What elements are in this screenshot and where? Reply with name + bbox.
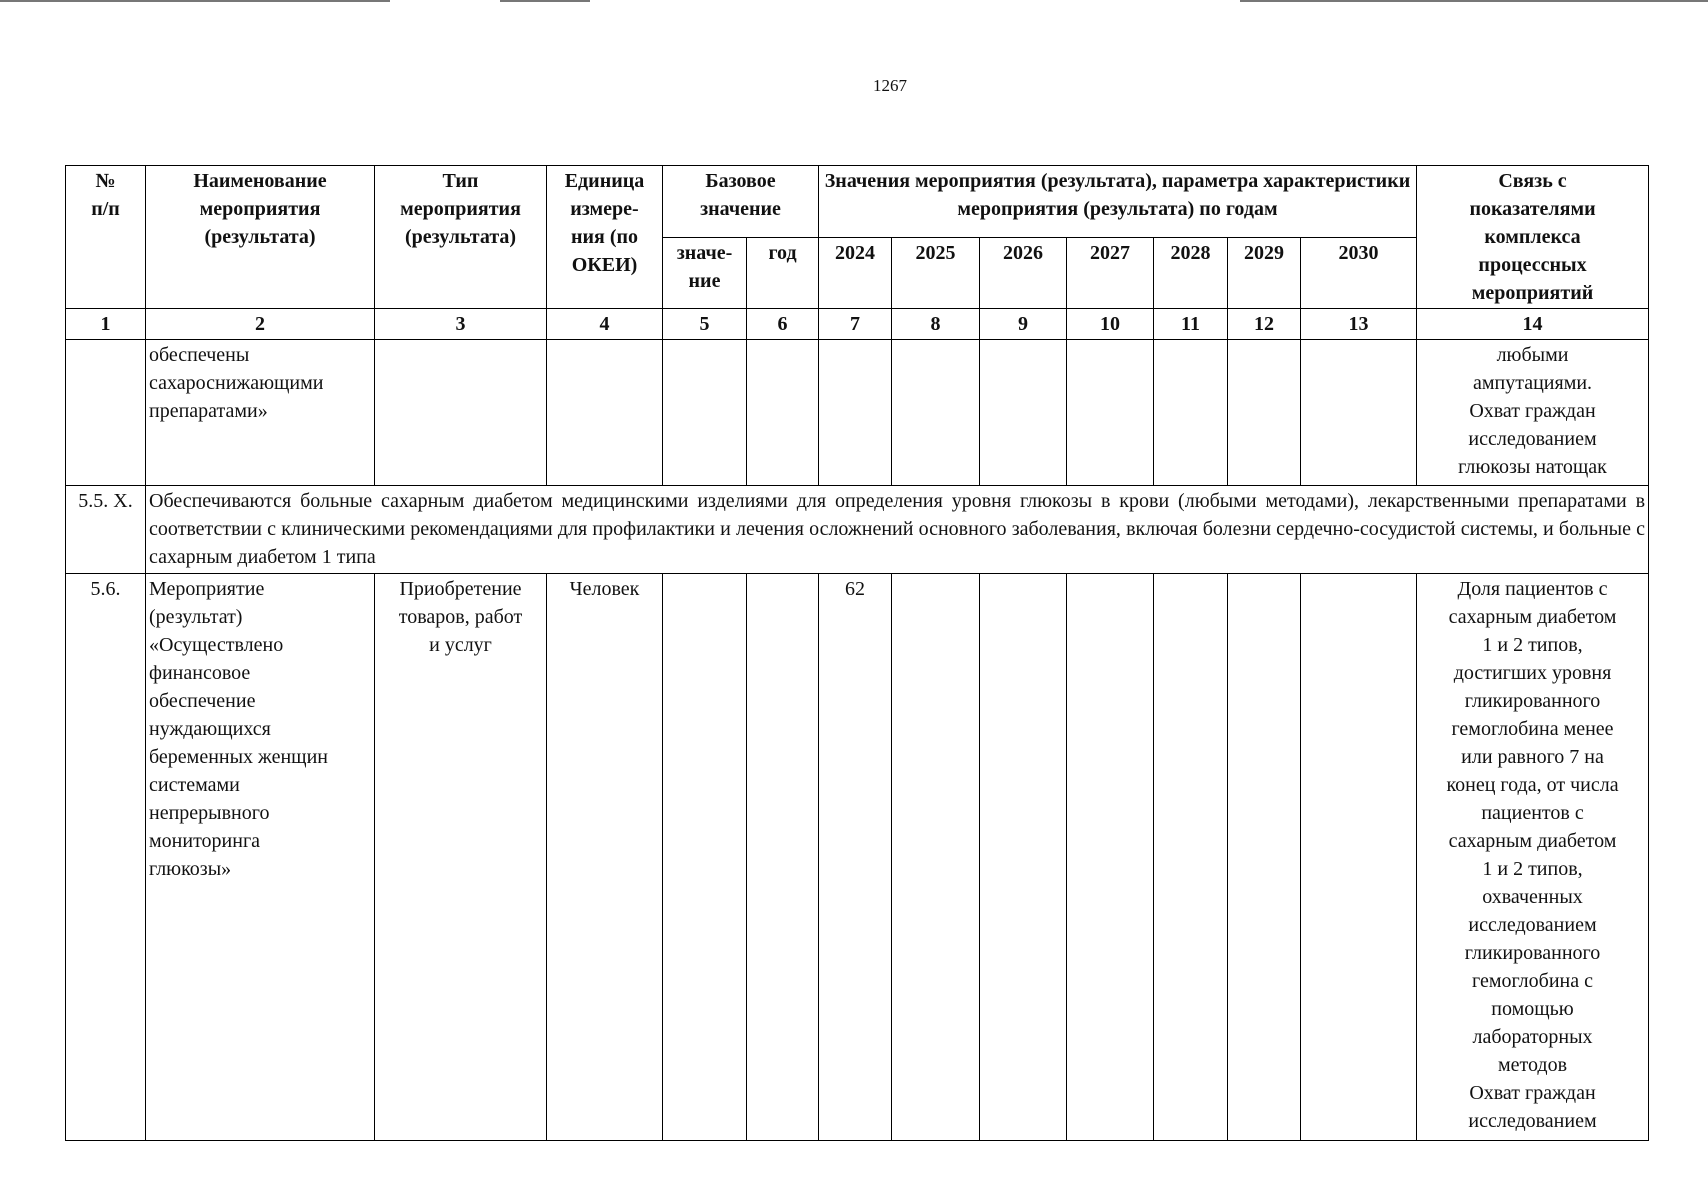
table-cell <box>66 340 146 486</box>
table-cell <box>1067 340 1154 486</box>
page-number: 1267 <box>873 76 907 95</box>
section-text: Обеспечиваются больные сахарным диабетом медицинскими изделиями для определения уровня глюкозы в крови (любыми методами), лекарственными препаратами в соответствии с клиническими рекомендациями для профилактики и лечения осложнений основного заболевания, включая болезни сердечно-сосудистой системы, и больные с сахарным диабетом 1 типа <box>146 486 1649 574</box>
table-cell <box>1154 340 1228 486</box>
column-number: 9 <box>980 309 1067 340</box>
column-number: 7 <box>819 309 892 340</box>
column-number: 8 <box>892 309 980 340</box>
header-base-year: год <box>747 237 819 309</box>
top-edge-line <box>1240 0 1708 2</box>
measure-number: 5.6. <box>66 574 146 1141</box>
table-cell <box>1228 574 1301 1141</box>
column-number: 3 <box>375 309 547 340</box>
measure-value-2024: 62 <box>819 574 892 1141</box>
header-year: 2030 <box>1301 237 1417 309</box>
table-cell <box>375 340 547 486</box>
column-number: 13 <box>1301 309 1417 340</box>
header-base: Базовое значение <box>663 166 819 238</box>
table-cell <box>747 574 819 1141</box>
column-number: 14 <box>1417 309 1649 340</box>
column-number-row <box>66 309 1649 340</box>
table-cell <box>1228 340 1301 486</box>
header-year: 2025 <box>892 237 980 309</box>
column-number: 11 <box>1154 309 1228 340</box>
table-cell <box>547 340 663 486</box>
header-year: 2026 <box>980 237 1067 309</box>
measure-unit: Человек <box>547 574 663 1141</box>
column-number: 4 <box>547 309 663 340</box>
column-number: 12 <box>1228 309 1301 340</box>
table-cell <box>1154 574 1228 1141</box>
header-year: 2024 <box>819 237 892 309</box>
table-cell <box>980 574 1067 1141</box>
measure-link: Доля пациентов с сахарным диабетом 1 и 2 типов, достигших уровня гликированного гемоглобина менее или равного 7 на конец года, от числа пациентов с сахарным диабетом 1 и 2 типов, охваченных исследованием гликированного гемоглобина с помощью лабораторных методов Охват граждан исследованием <box>1417 574 1649 1141</box>
continued-row <box>66 340 1649 486</box>
table-cell <box>1067 574 1154 1141</box>
table-cell <box>1301 340 1417 486</box>
header-year: 2027 <box>1067 237 1154 309</box>
header-row <box>66 166 1649 238</box>
measure-type: Приобретение товаров, работ и услуг <box>375 574 547 1141</box>
header-number: № п/п <box>66 166 146 309</box>
header-type: Тип мероприятия (результата) <box>375 166 547 309</box>
continued-link: любыми ампутациями. Охват граждан исследованием глюкозы натощак <box>1417 340 1649 486</box>
measure-name: Мероприятие (результат) «Осуществлено финансовое обеспечение нуждающихся беременных женщин системами непрерывного мониторинга глюкозы» <box>146 574 375 1141</box>
top-edge-line <box>0 0 390 2</box>
top-edge-line <box>500 0 590 2</box>
column-number: 6 <box>747 309 819 340</box>
header-values-by-year: Значения мероприятия (результата), параметра характеристики мероприятия (результата) по годам <box>819 166 1417 238</box>
continued-name: обеспечены сахароснижающими препаратами» <box>146 340 375 486</box>
column-number: 5 <box>663 309 747 340</box>
column-number: 10 <box>1067 309 1154 340</box>
table-cell <box>892 340 980 486</box>
header-year: 2028 <box>1154 237 1228 309</box>
header-base-value: значе- ние <box>663 237 747 309</box>
header-name: Наименование мероприятия (результата) <box>146 166 375 309</box>
section-row <box>66 486 1649 574</box>
table-cell <box>1301 574 1417 1141</box>
column-number: 1 <box>66 309 146 340</box>
table-cell <box>663 574 747 1141</box>
header-year: 2029 <box>1228 237 1301 309</box>
table-cell <box>819 340 892 486</box>
header-unit: Единица измере- ния (по ОКЕИ) <box>547 166 663 309</box>
table-cell <box>980 340 1067 486</box>
table-cell <box>663 340 747 486</box>
header-link: Связь с показателями комплекса процессных мероприятий <box>1417 166 1649 309</box>
measure-row <box>66 574 1649 1141</box>
table-cell <box>892 574 980 1141</box>
column-number: 2 <box>146 309 375 340</box>
section-number: 5.5. X. <box>66 486 146 574</box>
measures-table <box>65 165 1649 1141</box>
table-cell <box>747 340 819 486</box>
